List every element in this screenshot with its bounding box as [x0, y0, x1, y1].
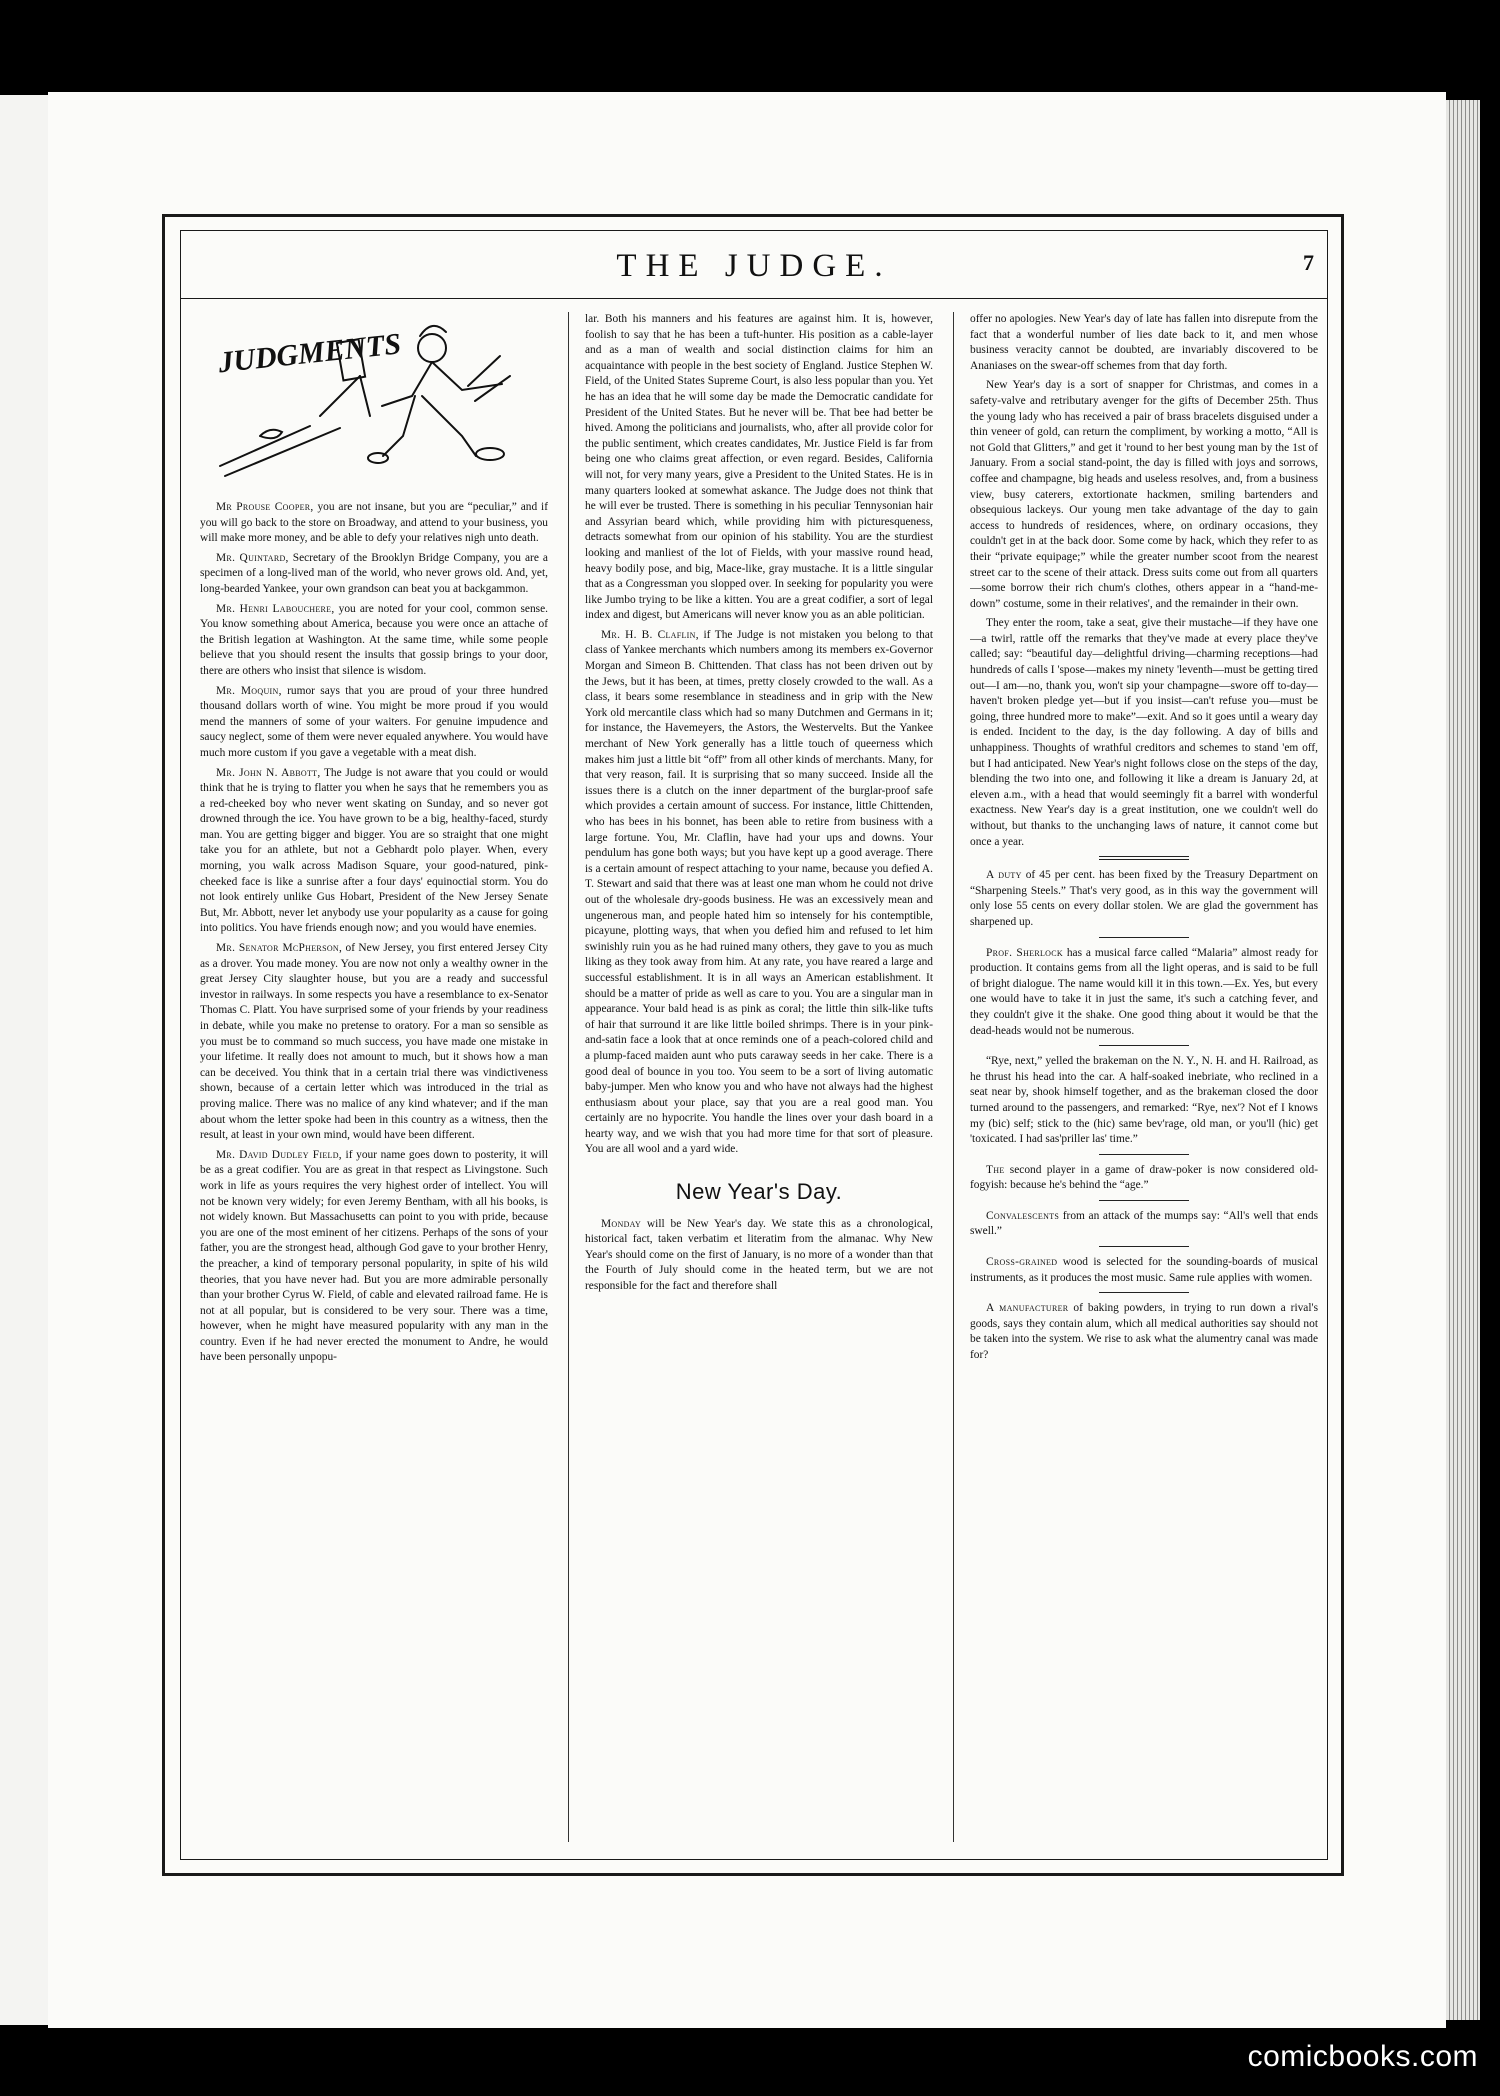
cartoon-caption: JUDGMENTS [216, 327, 403, 380]
paragraph [200, 551, 548, 598]
section-heading: New Year's Day. [675, 1179, 843, 1205]
entry-text: you are noted for your cool, common sense. You know something about America, because you were once an attache of the British legation at Washington. At the same time, while some people believe that you should resent the insults that gossip brings to your door, there are others who insist that silence is wisdom. [200, 602, 548, 677]
paragraph [200, 684, 548, 762]
section-divider [1099, 856, 1189, 860]
entry-name: Mr. John N. Abbott, [216, 766, 321, 779]
entry-text: of New Jersey, you first entered Jersey City as a drover. You made money. You are now not only a wealthy owner in the great Jersey City slaughter house, but you are a ready and successful investor in railways. In some respects you have a resemblance to ex-Senator Thomas C. Platt. You have surprised some of your friends by your readiness in debate, while you make no pretense to oratory. For a man so sensible as you must be to command so much success, you have made one mistake in your lifetime. It really does not amount to much, but it shows how a man can be deceived. You think that in a certain trial there was vindictiveness shown, because of a certain letter which was introduced in the trial as proving malice. There was no malice of any kind whatever; and if the man about whom the letter spoke had been in this country as a witness, then the result, at least in your own mind, would have been different. [200, 942, 548, 1142]
paragraph: offer no apologies. New Year's day of late has fallen into disrepute from the fact that a wonderful number of lies date back to it, and men whose business veracity cannot be doubted, are invariably discovered to be Ananiases on the swear-off schemes from that day forth. [970, 313, 1318, 372]
paragraph [585, 628, 933, 1158]
paragraph [200, 941, 548, 1144]
paragraph [200, 602, 548, 680]
section-divider [1099, 1246, 1189, 1247]
masthead [180, 240, 1328, 302]
paragraph [970, 1163, 1318, 1194]
paragraph [200, 500, 548, 547]
cartoon-illustration [200, 316, 548, 486]
column-2 [585, 312, 933, 1842]
entry-text: Secretary of the Brooklyn Bridge Company, you are a specimen of a long-lived man of the world, who never grows old. And, yet, long-bearded Yankee, your own grandson can beat you at backgammon. [200, 551, 548, 595]
paragraph: New Year's day is a sort of snapper for Christmas, and comes in a safety-valve and retributary avenger for the gifts of December 25th. Thus the young lady who has received a pair of brass bracelets disguised under a thin veneer of gold, can return the compliment, by working a motto, “All is not Gold that Glitters,” and get it 'round to her best young man by the 1st of January. From a social stand-point, the day is filled with joys and sorrows, coffee and champagne, big heads and useless resolves, and, from a business view, busy caterers, extortionate hackmen, smiling bartenders and obsequious lackeys. Our young men take advantage of the day to gain access to hundreds of residences, where, on ordinary occasions, they couldn't get in at the back door. Some come by hack, which they refer to as their “private equipage;” while the greater number scoot from the nearest street car to the scene of their attack. Dress suits come out from all quarters—some borrow their rich chum's clothes, others appear in a “hand-me-down” costume, some in their relatives', and the remainder in their own. [970, 379, 1318, 610]
paragraph [970, 1301, 1318, 1363]
entry-name: The [986, 1163, 1005, 1176]
paragraph: They enter the room, take a seat, give their mustache—if they have one—a twirl, rattle off the remarks that they've made at every place they've called; say: “beautiful day—delightful driving—charming receptions—had hundreds of calls I 'spose—makes my ninety 'leventh—must be getting tired out—I am—no, thank you, won't sip your champagne—swore off to-day—haven't broken pledge yet—but if you insist—can't refuse you—must be going, three hundred more to make”—exit. And so it goes until a weary day is ended. Incident to the day, is the day following. A day of bills and unhappiness. Thoughts of wrathful creditors and schemes to stand 'em off, but I had anticipated. New Year's night follows close on the steps of the day, blending the two into one, and following it like a dream is January 2d, at eleven a.m., with a head that would seemingly fit a barrel with wonderful exactness. New Year's day is a great institution, one we couldn't well do without, but thanks to the unchanging laws of nature, it cannot come but once a year. [970, 617, 1318, 848]
entry-text: will be New Year's day. We state this as a chronological, historical fact, taken verbatim et literatim from the almanac. Why New Year's should come on the first of January, is no more of a wonder than that the Fourth of July should come in the heated term, but we are not responsible for the fact and therefore shall [585, 1217, 933, 1293]
entry-text: rumor says that you are proud of your three hundred thousand dollars worth of wine. You might be more proud if you would mend the manners of some of your waiters. For genuine impudence and saucy neglect, some of them were never equaled anywhere. You would have much more custom if you gave a vegetable with a meat dish. [200, 684, 548, 759]
column-1 [200, 312, 548, 1842]
section-divider [1099, 1200, 1189, 1201]
paragraph [585, 1217, 933, 1295]
entry-text: if The Judge is not mistaken you belong to that class of Yankee merchants which numbers among its members ex-Governor Morgan and Simeon B. Chittenden. That class has not been driven out by the Jews, but it has been, at times, pretty closely crowded to the wall. As a class, it bears some resemblance in steadiness and in grip with the New York old mercantile class which had so many Dutchmen and Germans in it; for instance, the Havemeyers, the Astors, the Westervelts. But the Yankee merchant of New York generally has a little touch of queerness which makes him just a little bit “off” from all other kinds of merchants. Many, for that very reason, fail. It is surprising that so many succeed. Inside all the issues there is a clutch on the inner department of the burglar-proof safe which provides a certain amount of success. For instance, little Chittenden, who has bees in his bonnet, has been able to retire from business with a large fortune. You, Mr. Claflin, have had your ups and downs. Your pendulum has gone both ways; but you have kept up a good average. There is a certain amount of respect attaching to your name, because you defied A. T. Stewart and said that there was at least one man whom he could not drive out of the wholesale dry-goods business. He was an excessively mean and ungenerous man, and people hated him so intensely for his contemptible, picayune, plotting ways, that when you defied him and refused to let him swinishly ruin you as he had ruined many others, they gave to you as much liking as they took away from him. At any rate, you have reared a large and successful establishment. It is in all ways an American establishment. It should be a matter of pride as well as care to you. You are a singular man in appearance. Your bald head is as pink as coral; the little thin silk-like tufts of hair that surround it are like little boiled shrimps. There is in your pink-and-satin face a look that at once reminds one of a peach-colored child and a plump-faced maiden aunt who puts caraway seeds in her cake. There is a good deal of bounce in you too. You seem to be a sort of living automatic baby-jumper. Men who know you and who have not always had the highest enthusiasm about your place, say that you are a real good man. You certainly are no hypocrite. You handle the lines over your dash board in a hearty way, and we wish that you had more time for that sort of pleasure. You are all wool and a yard wide. [585, 628, 933, 1156]
entry-text: wood is selected for the sounding-boards of musical instruments, as it produces the most music. Same rule applies with women. [970, 1256, 1318, 1284]
paragraph [970, 1209, 1318, 1240]
entry-name: Mr. Senator McPherson, [216, 942, 343, 955]
entry-name: Mr. David Dudley Field, [216, 1148, 342, 1161]
paragraph [200, 1148, 548, 1366]
entry-name: Mr. Moquin, [216, 684, 282, 697]
section-divider [1099, 1292, 1189, 1293]
entry-name: A manufacturer [986, 1302, 1069, 1315]
section-heading-box [585, 1179, 933, 1205]
entry-name: Monday [601, 1217, 642, 1230]
entry-text: of baking powders, in trying to run down a rival's goods, says they contain alum, which all medical authorities say should not be taken into the system. We rise to ask what the alumentry canal was made for? [970, 1302, 1318, 1362]
entry-name: Mr Prouse Cooper, [216, 501, 314, 513]
entry-name: Cross-grained [986, 1256, 1058, 1269]
column-3 [970, 312, 1318, 1842]
column-separator [568, 312, 569, 1842]
entry-name: Prof. Sherlock [986, 946, 1063, 959]
entry-name: Mr. H. B. Claflin, [601, 628, 699, 641]
column-separator [953, 312, 954, 1842]
entry-text: from an attack of the mumps say: “All's well that ends swell.” [970, 1209, 1318, 1238]
paragraph: lar. Both his manners and his features are against him. It is, however, foolish to say that he has been a tuft-hunter. His position as a cable-layer and as a man of wealth and social distinction claims for him an acquaintance with people in the best society of England. Justice Stephen W. Field, of the United States Supreme Court, is also less popular than you. Yet he has an idea that he will some day be made the Democratic candidate for President of the United States. But he never will be. That bee had better be hived. Among the politicians and journalists, who, after all provide color for the public sentiment, which creates candidates, Mr. Justice Field is far from being one who claims great affection, or even regard. Besides, California will not, for very many years, give a President to the United States. He is in many quarters looked at somewhat askance. The Judge does not think that he will ever be trusted. There is something in his peculiar Tennysonian hair and Assyrian beard which, while providing him with picturesqueness, detracts somewhat from our opinion of his stability. You are the sturdiest looking and manliest of the lot of Fields, with your massive round head, heavy bodily pose, and big, Mace-like, gray mustache. It is a little singular that as a Congressman you slopped over. In seeking for popularity you were like Jumbo trying to be like a kitten. You are a great codifier, a sort of legal index and digest, but Americans will never know you as an able politician. [585, 313, 933, 622]
left-page-edge [0, 95, 48, 2025]
entry-text: has a musical farce called “Malaria” almost ready for production. It contains gems from all the light operas, and is said to be full of bright dialogue. The name would kill it in this town.—Ex. Yes, but every one would have to take it in just the same, it's such a catching fever, and they couldn't give it the shake. One good thing about it would be that the dead-heads would not be numerous. [970, 946, 1318, 1037]
site-watermark: comicbooks.com [1247, 2040, 1478, 2073]
entry-text: if your name goes down to posterity, it will be as a great codifier. You are as great in that respect as Livingstone. Such work in life as yours requires the very highest order of intellect. You will not be known very widely; for even Jeremy Bentham, with all his books, is not widely known. But Massachusetts can point to you with pride, because you are one of the most eminent of her citizens. Perhaps of the sons of your father, you are the strongest head, although God gave to your brother Henry, the preacher, a kind of temporary personal popularity, in spite of his wild theories, that you have never had. But you are more admirable personally than your brother Cyrus W. Field, of cable and elevated railroad fame. He is not at all popular, but is considered to be very sour. There was a time, however, when he might have measured popularity with any man in the country. Even if he had never erected the monument to Andre, he would have been personally unpopu- [200, 1148, 548, 1364]
section-divider [1099, 937, 1189, 938]
section-divider [1099, 1045, 1189, 1046]
entry-name: A duty [986, 869, 1022, 882]
entry-text: second player in a game of draw-poker is now considered old-fogyish: because he's behind the “age.” [970, 1163, 1318, 1192]
entry-name: Mr. Henri Labouchere, [216, 602, 335, 615]
entry-text: of 45 per cent. has been fixed by the Treasury Department on “Sharpening Steels.” That's very good, as in this way the government will only lose 55 cents on every dollar stolen. We are glad the government has sharpened up. [970, 869, 1318, 928]
page-number: 7 [1303, 250, 1314, 275]
entry-name: Convalescents [986, 1209, 1060, 1222]
paragraph [970, 868, 1318, 930]
section-divider [1099, 1154, 1189, 1155]
entry-text: you are not insane, but you are “peculiar,” and if you will go back to the store on Broadway, and attend to your business, you will make more money, and be able to defy your relatives nigh unto death. [200, 501, 548, 545]
masthead-title: THE JUDGE. [616, 248, 892, 284]
page-edge-stack [1446, 100, 1480, 2020]
judgments-cartoon [200, 316, 548, 486]
masthead-rule [180, 298, 1328, 299]
paragraph: “Rye, next,” yelled the brakeman on the N. Y., N. H. and H. Railroad, as he thrust his head into the car. A half-soaked inebriate, who reclined in a seat near by, shook himself together, and as the brakeman closed the door turned around to the passengers, and remarked: “Rye, nex'? Not ef I knows my (bic) self; stick to the (hic) same bev'rage, old man, or you'll (hic) get 'toxicated. I had sas'priller las' time.” [970, 1055, 1318, 1146]
entry-text: The Judge is not aware that you could or would think that he is trying to flatter you when he says that he remembers you as a red-cheeked boy who never went skating on Sunday, and so never got drowned through the ice. You have grown to be a big, healthy-faced, sturdy man. You are getting bigger and bigger. You are so straight that one might take you for an athlete, but not a Gebhardt polo player. When, every morning, you walk across Madison Square, your good-natured, pink-cheeked face is like a sunrise after a four days' equinoctial storm. You do not look entirely unlike Gus Hobart, President of the New Jersey Senate But, Mr. Abbott, never let anybody use your popularity as a cause for going into politics. You have friends enough now; and you would have enemies. [200, 766, 548, 935]
paragraph [970, 946, 1318, 1040]
paragraph [200, 766, 548, 938]
entry-name: Mr. Quintard, [216, 551, 289, 564]
paragraph [970, 1255, 1318, 1286]
